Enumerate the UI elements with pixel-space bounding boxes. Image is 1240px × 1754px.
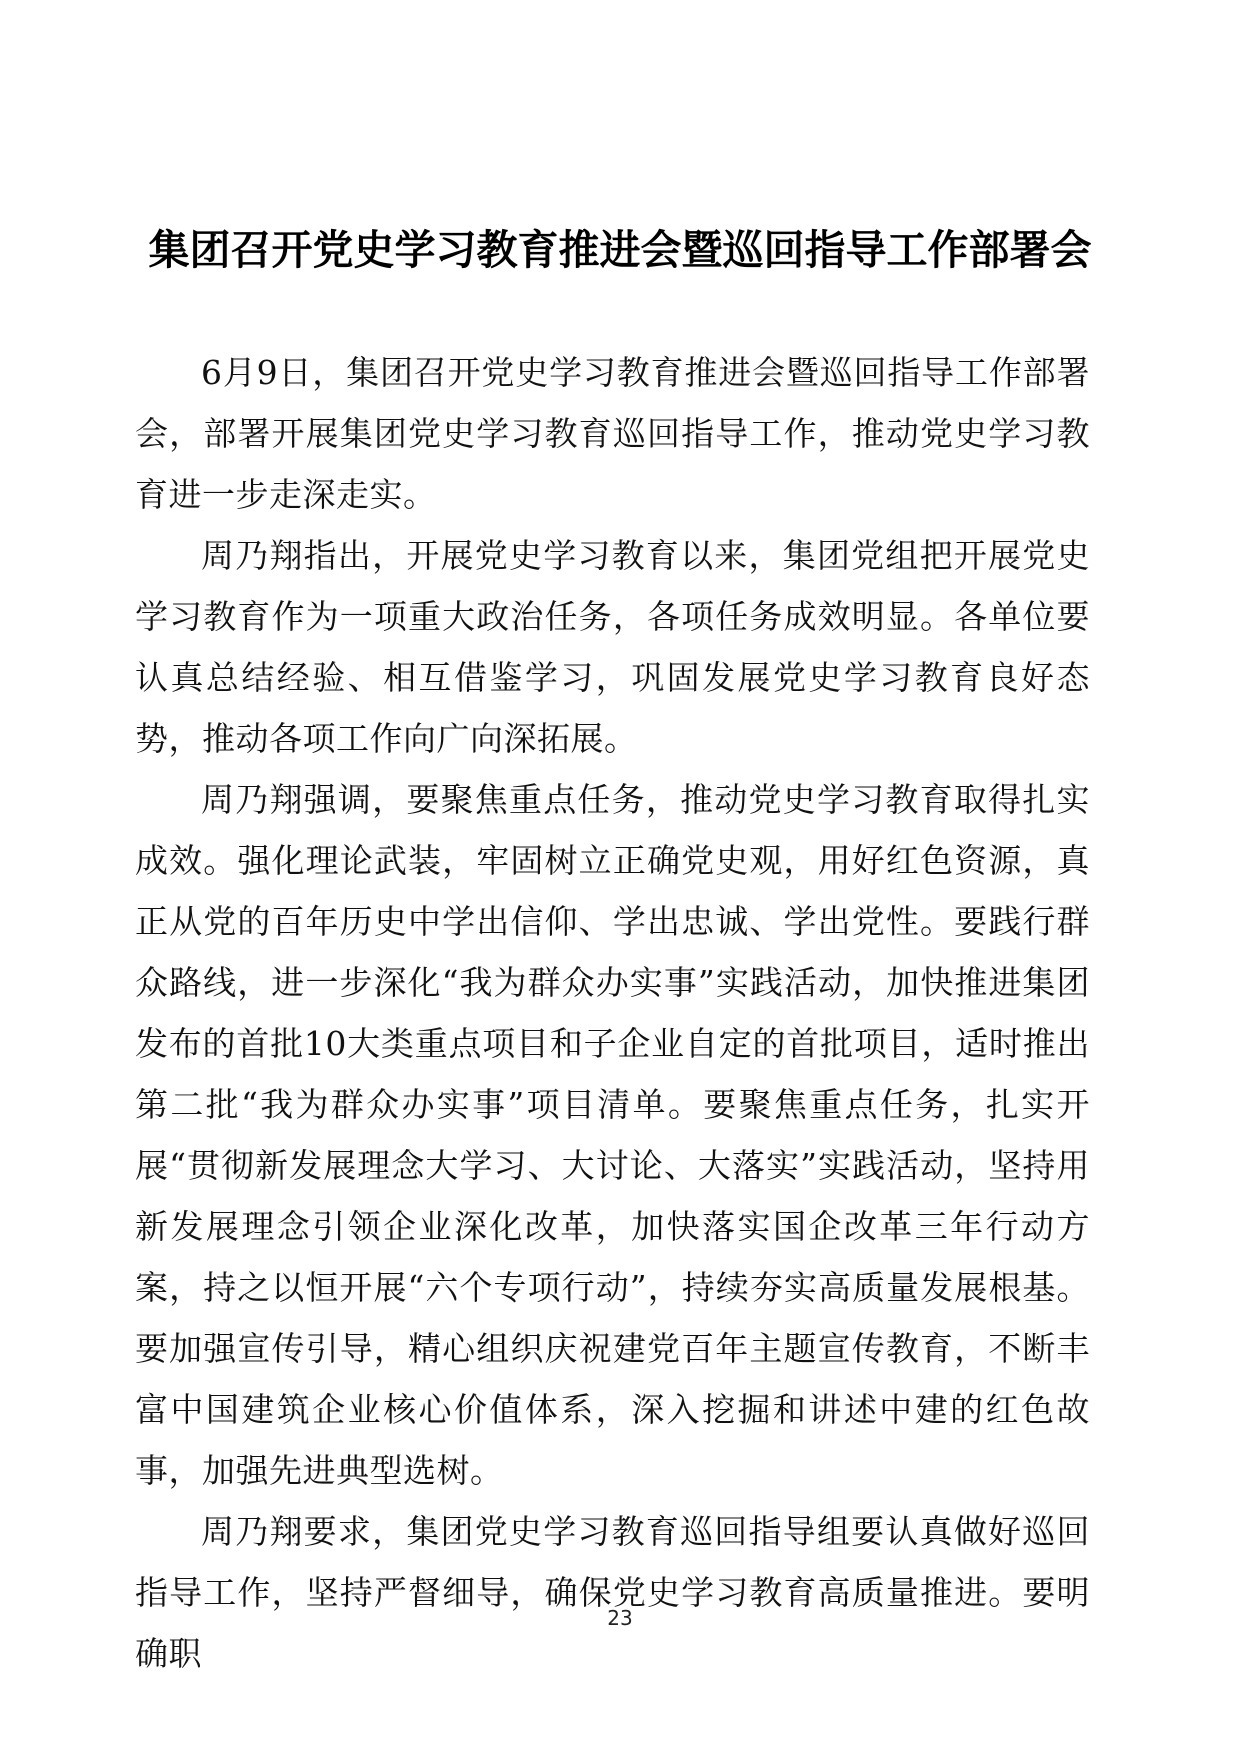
page-number: 23	[607, 1606, 633, 1630]
paragraph: 周乃翔指出，开展党史学习教育以来，集团党组把开展党史学习教育作为一项重大政治任务，各项任务成效明显。各单位要认真总结经验、相互借鉴学习，巩固发展党史学习教育良好态势，推动各项工作向广向深拓展。	[135, 536, 1090, 758]
paragraph: 周乃翔要求，集团党史学习教育巡回指导组要认真做好巡回指导工作，坚持严督细导，确保党史学习教育高质量推进。要明确职	[135, 1512, 1090, 1673]
paragraph: 6月9日，集团召开党史学习教育推进会暨巡回指导工作部署会，部署开展集团党史学习教育巡回指导工作，推动党史学习教育进一步走深走实。	[135, 353, 1090, 514]
document-title: 集团召开党史学习教育推进会暨巡回指导工作部署会	[148, 226, 1092, 274]
article-body	[135, 342, 1090, 1684]
paragraph: 周乃翔强调，要聚焦重点任务，推动党史学习教育取得扎实成效。强化理论武装，牢固树立正确党史观，用好红色资源，真正从党的百年历史中学出信仰、学出忠诚、学出党性。要践行群众路线，进一步深化“我为群众办实事”实践活动，加快推进集团发布的首批10大类重点项目和子企业自定的首批项目，适时推出第二批“我为群众办实事”项目清单。要聚焦重点任务，扎实开展“贯彻新发展理念大学习、大讨论、大落实”实践活动，坚持用新发展理念引领企业深化改革，加快落实国企改革三年行动方案，持之以恒开展“六个专项行动”，持续夯实高质量发展根基。要加强宣传引导，精心组织庆祝建党百年主题宣传教育，不断丰富中国建筑企业核心价值体系，深入挖掘和讲述中建的红色故事，加强先进典型选树。	[135, 780, 1090, 1490]
